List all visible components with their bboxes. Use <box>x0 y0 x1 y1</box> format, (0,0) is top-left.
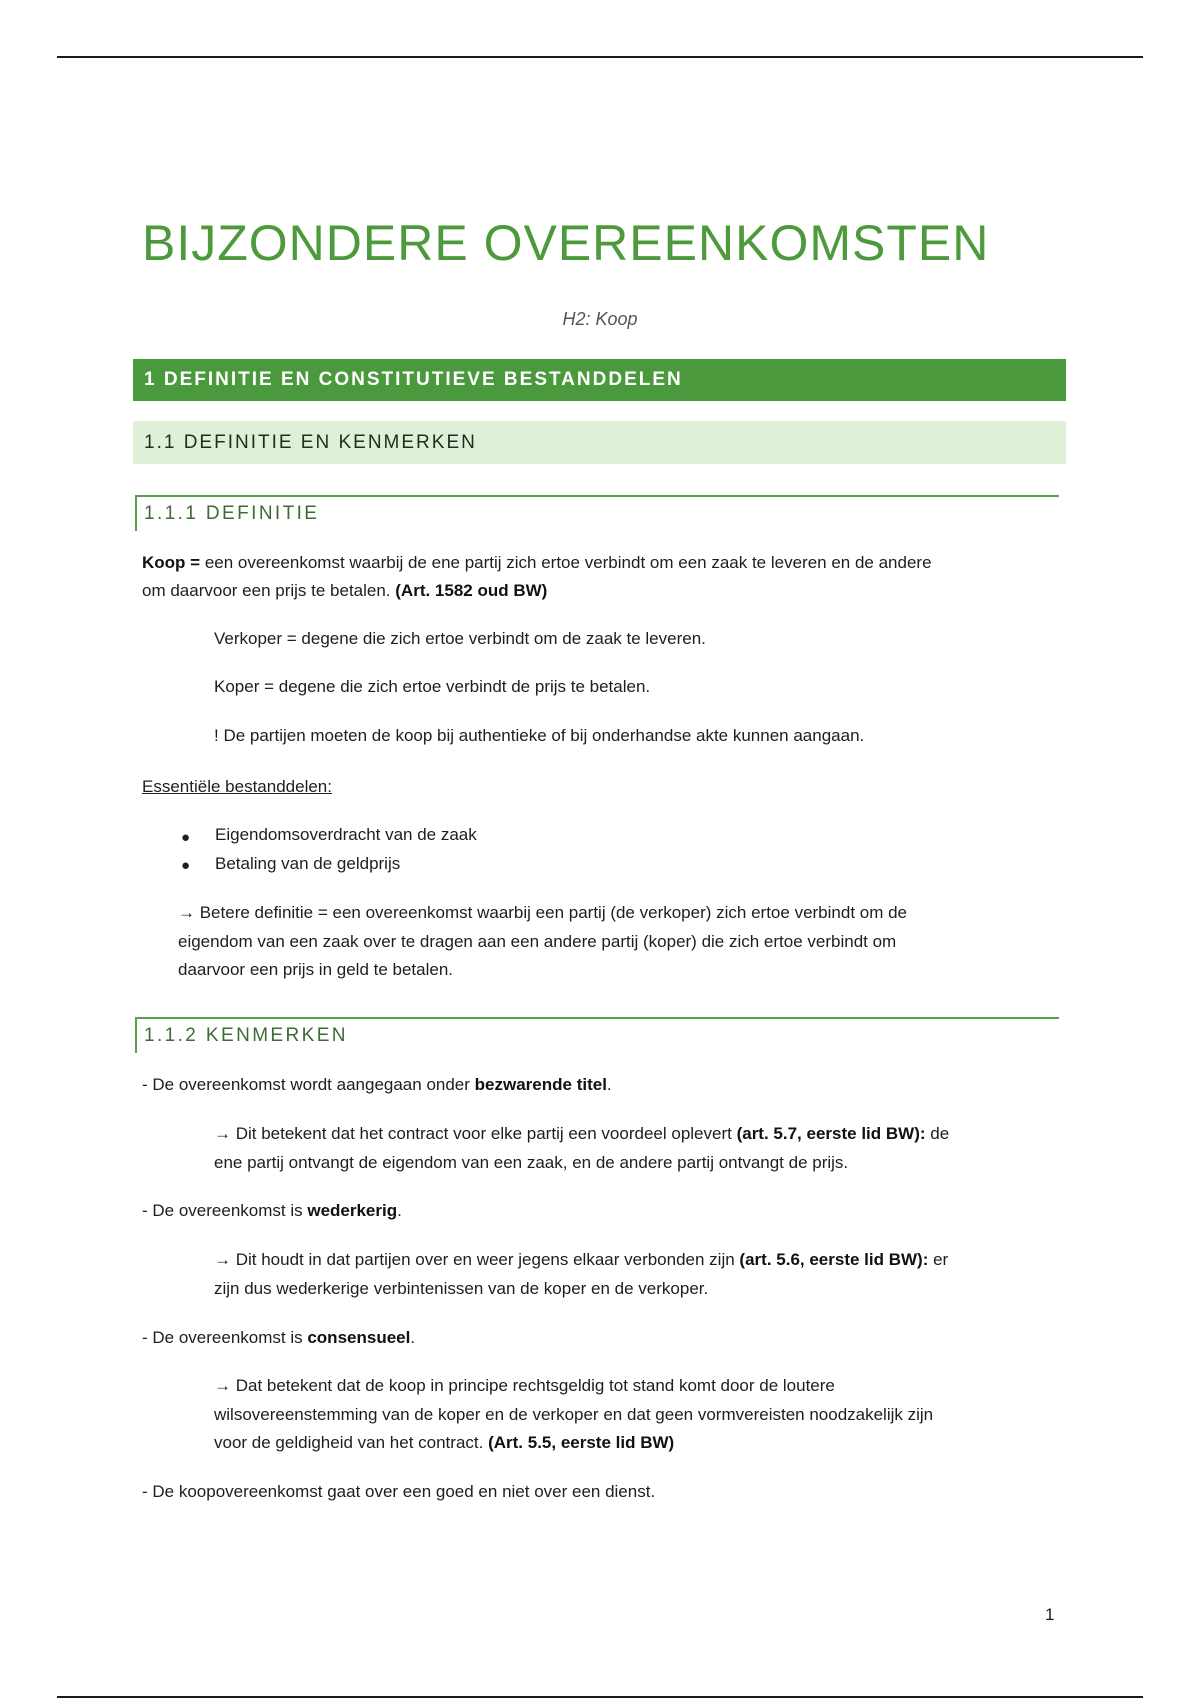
heading-3-kenmerken-label: 1.1.2 KENMERKEN <box>144 1025 348 1046</box>
koop-definition-line-2: om daarvoor een prijs te betalen. (Art. 1582 oud BW) <box>142 581 548 600</box>
note-akte: ! De partijen moeten de koop bij authentieke of bij onderhandse akte kunnen aangaan. <box>214 726 865 745</box>
kenmerk-consensueel-uitleg-2: wilsovereenstemming van de koper en de verkoper en dat geen vormvereisten noodzakelijk zijn <box>214 1405 934 1424</box>
heading-3-definitie-label: 1.1.1 DEFINITIE <box>144 503 320 524</box>
betere-definitie-line-3: daarvoor een prijs in geld te betalen. <box>178 960 454 979</box>
betere-definitie-line-2: eigendom van een zaak over te dragen aan een andere partij (koper) die zich ertoe verbindt om <box>178 932 897 951</box>
document-title: BIJZONDERE OVEREENKOMSTEN <box>142 215 990 271</box>
document-subtitle: H2: Koop <box>562 309 638 329</box>
kenmerk-wederkerig-uitleg-2: zijn dus wederkerige verbintenissen van de koper en de verkoper. <box>214 1279 709 1298</box>
kenmerk-bezwarende-titel-uitleg-1: → Dit betekent dat het contract voor elke partij een voordeel oplevert (art. 5.7, eerste lid BW): de <box>214 1124 950 1143</box>
koop-term: Koop = <box>142 553 201 572</box>
kenmerk-goed-niet-dienst: - De koopovereenkomst gaat over een goed en niet over een dienst. <box>142 1482 656 1501</box>
header-rule <box>57 56 1143 58</box>
kenmerk-bezwarende-titel-uitleg-2: ene partij ontvangt de eigendom van een zaak, en de andere partij ontvangt de prijs. <box>214 1153 849 1172</box>
kenmerk-consensueel-uitleg-1: → Dat betekent dat de koop in principe rechtsgeldig tot stand komt door de loutere <box>214 1376 835 1395</box>
bullet-icon: ● <box>181 829 191 846</box>
heading-3-definitie <box>135 495 1059 531</box>
article-reference: (Art. 5.5, eerste lid BW) <box>488 1433 675 1452</box>
article-reference: (art. 5.6, eerste lid BW): <box>739 1250 929 1269</box>
footer-rule <box>57 1696 1143 1698</box>
essentials-heading: Essentiële bestanddelen: <box>142 777 332 796</box>
bullet-icon: ● <box>181 857 191 874</box>
kenmerk-consensueel-uitleg-3: voor de geldigheid van het contract. (Art. 5.5, eerste lid BW) <box>214 1433 675 1452</box>
heading-3-kenmerken <box>135 1017 1059 1053</box>
koop-definition-line-1: Koop = een overeenkomst waarbij de ene partij zich ertoe verbindt om een zaak te leveren en de andere <box>142 553 932 572</box>
article-reference: (Art. 1582 oud BW) <box>395 581 548 600</box>
article-reference: (art. 5.7, eerste lid BW): <box>736 1124 926 1143</box>
essential-item: Eigendomsoverdracht van de zaak <box>215 825 477 844</box>
verkoper-definition: Verkoper = degene die zich ertoe verbindt om de zaak te leveren. <box>214 629 706 648</box>
essential-item: Betaling van de geldprijs <box>215 854 401 873</box>
heading-1: 1 DEFINITIE EN CONSTITUTIEVE BESTANDDELEN <box>144 369 683 390</box>
heading-2: 1.1 DEFINITIE EN KENMERKEN <box>144 431 477 453</box>
kenmerk-wederkerig: - De overeenkomst is wederkerig. <box>142 1201 402 1220</box>
koper-definition: Koper = degene die zich ertoe verbindt de prijs te betalen. <box>214 677 651 696</box>
heading-2-band <box>133 421 1066 464</box>
heading-1-band <box>133 359 1066 401</box>
kenmerk-bezwarende-titel: - De overeenkomst wordt aangegaan onder bezwarende titel. <box>142 1075 612 1094</box>
kenmerk-wederkerig-uitleg-1: → Dit houdt in dat partijen over en weer jegens elkaar verbonden zijn (art. 5.6, eerste lid BW): er <box>214 1250 949 1269</box>
page-number: 1 <box>1045 1605 1055 1624</box>
kenmerk-consensueel: - De overeenkomst is consensueel. <box>142 1328 416 1347</box>
betere-definitie-line-1: → Betere definitie = een overeenkomst waarbij een partij (de verkoper) zich ertoe verbindt om de <box>178 903 908 922</box>
